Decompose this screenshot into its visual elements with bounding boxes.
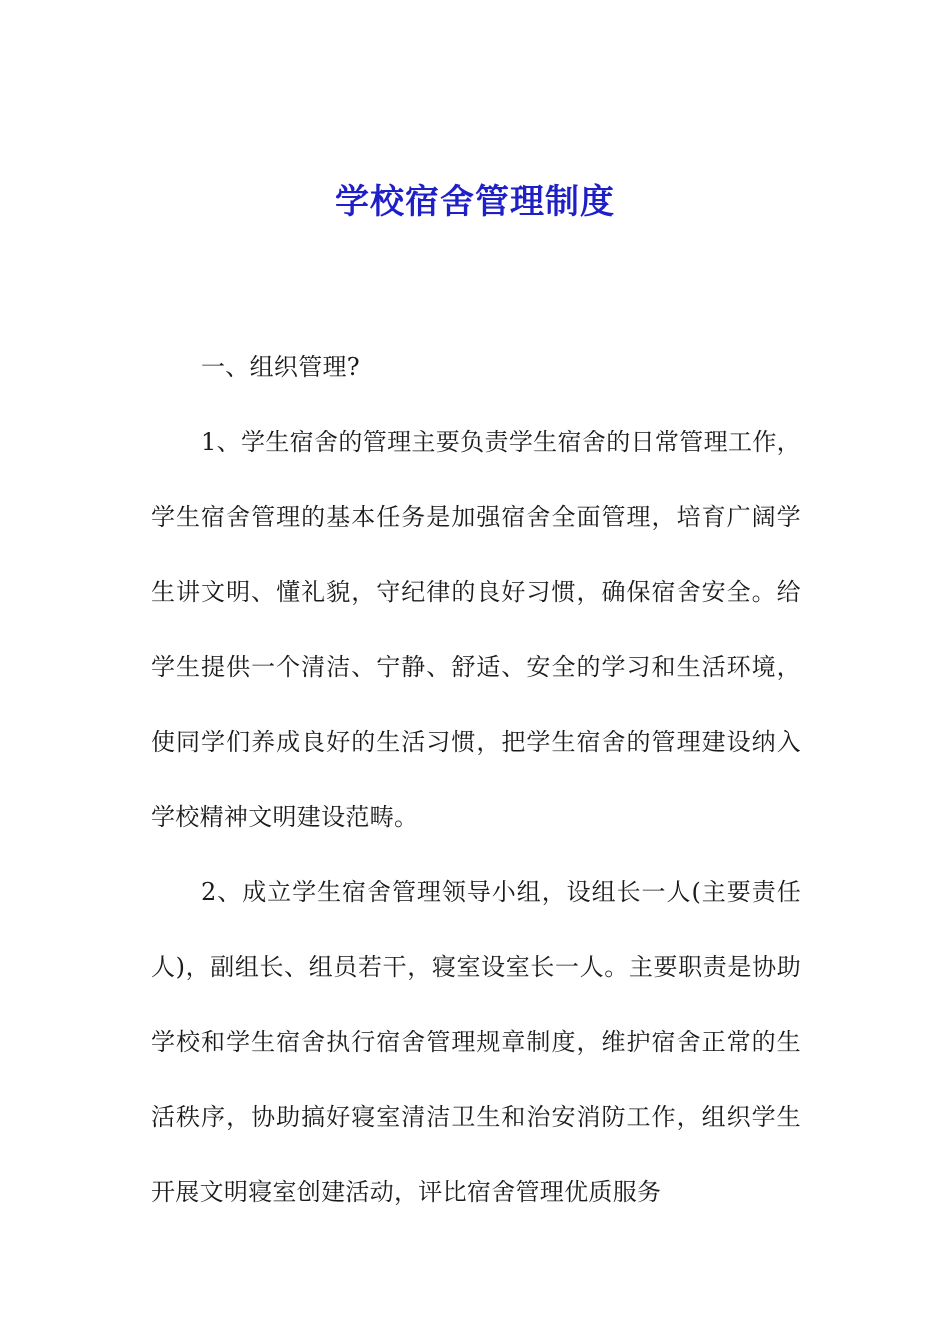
paragraph-1: 1、学生宿舍的管理主要负责学生宿舍的日常管理工作，学生宿舍管理的基本任务是加强宿舍全面管理，培育广阔学生讲文明、懂礼貌，守纪律的良好习惯，确保宿舍安全。给学生提供一个清洁、宁静、舒适、安全的学习和生活环境，使同学们养成良好的生活习惯，把学生宿舍的管理建设纳入学校精神文明建设范畴。	[151, 428, 801, 831]
document-body	[151, 330, 801, 1230]
section-heading-organization: 一、组织管理?	[201, 353, 360, 381]
document-title: 学校宿舍管理制度	[335, 182, 615, 222]
paragraph-2: 2、成立学生宿舍管理领导小组，设组长一人(主要责任人)，副组长、组员若干，寝室设室长一人。主要职责是协助学校和学生宿舍执行宿舍管理规章制度，维护宿舍正常的生活秩序，协助搞好寝室清洁卫生和治安消防工作，组织学生开展文明寝室创建活动，评比宿舍管理优质服务	[151, 878, 801, 1206]
